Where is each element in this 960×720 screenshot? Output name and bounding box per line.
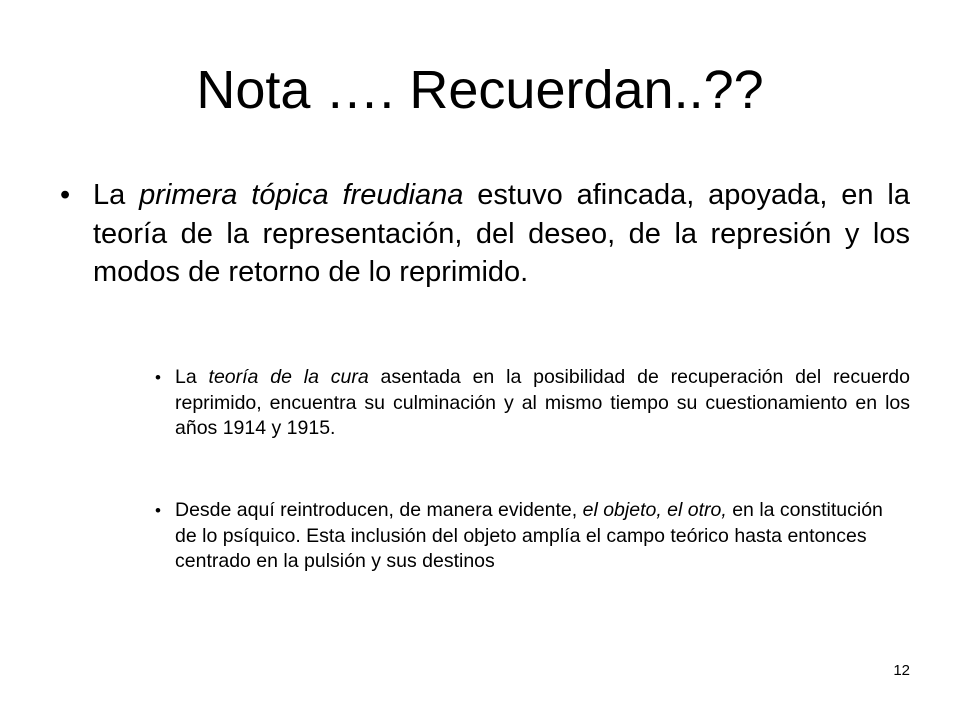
- bullet-marker: •: [60, 179, 71, 211]
- slide-title: Nota …. Recuerdan..??: [196, 60, 764, 120]
- text-run: La: [93, 179, 140, 211]
- bullet-secondary-text: [175, 498, 895, 575]
- text-run: La: [175, 366, 209, 388]
- bullet-primary-text: [93, 176, 910, 292]
- bullet-secondary-cura: [155, 365, 910, 442]
- text-run: asentada en la posibilidad de recuperación del recuerdo reprimido, encuentra su culminación y al mismo tiempo su cuestionamiento en los años 1914 y 1915.: [175, 366, 910, 439]
- page-number: 12: [893, 662, 910, 679]
- bullet-primary: [60, 176, 910, 292]
- bullet-marker: •: [155, 501, 161, 520]
- text-run: Desde aquí reintroducen, de manera evidente,: [175, 499, 583, 521]
- bullet-marker: •: [155, 368, 161, 387]
- text-run: en la constitución de lo psíquico. Esta inclusión del objeto amplía el campo teórico hasta entonces centrado en la pulsión y sus destinos: [175, 499, 883, 572]
- emphasis-text: el objeto, el otro,: [582, 499, 727, 521]
- text-run: estuvo afincada, apoyada, en la teoría de la representación, del deseo, de la represión y los modos de retorno de lo reprimido.: [93, 179, 910, 288]
- bullet-secondary-objeto: [155, 498, 895, 575]
- emphasis-text: teoría de la cura: [208, 366, 369, 388]
- bullet-secondary-text: [175, 365, 910, 442]
- emphasis-text: primera tópica freudiana: [139, 179, 464, 211]
